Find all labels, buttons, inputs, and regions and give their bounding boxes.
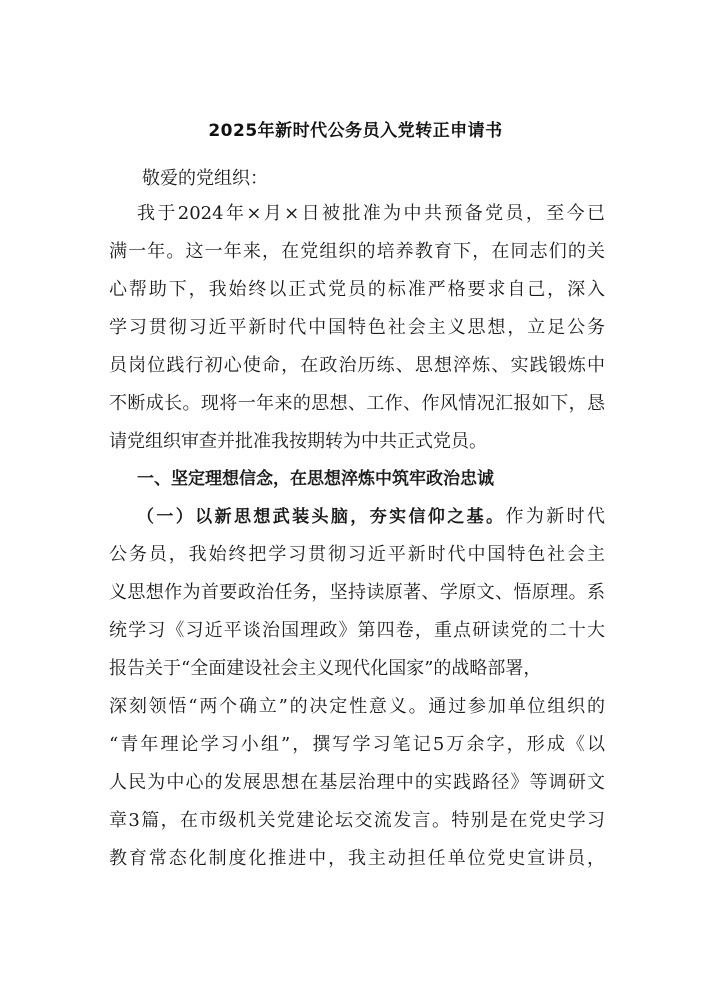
paragraph-line: 人民为中心的发展思想在基层治理中的实践路径》等调研文: [109, 772, 605, 793]
paragraph-line: 公务员，我始终把学习贯彻习近平新时代中国特色社会主: [109, 544, 605, 565]
section-heading: 一、坚定理想信念，在思想淬炼中筑牢政治忠诚: [137, 469, 494, 489]
paragraph-line: 员岗位践行初心使命，在政治历练、思想淬炼、实践锻炼中: [109, 355, 605, 376]
paragraph-line: “青年理论学习小组”，撰写学习笔记5万余字，形成《以: [109, 734, 605, 755]
paragraph-line: 义思想作为首要政治任务，坚持读原著、学原文、悟原理。系: [109, 582, 605, 603]
subsection-heading: （一）以新思想武装头脑，夯实信仰之基。: [137, 507, 506, 527]
paragraph-line: 教育常态化制度化推进中，我主动担任单位党史宣讲员，: [109, 848, 605, 869]
paragraph-line: 不断成长。现将一年来的思想、工作、作风情况汇报如下，恳: [109, 393, 605, 414]
document-title: 2025年新时代公务员入党转正申请书: [208, 121, 503, 141]
greeting: 敬爱的党组织：: [142, 168, 268, 189]
paragraph-line: 章3篇，在市级机关党建论坛交流发言。特别是在党史学习: [109, 810, 605, 831]
subsection-first-line: [137, 504, 605, 530]
paragraph-line: 统学习《习近平谈治国理政》第四卷，重点研读党的二十大: [109, 620, 605, 641]
paragraph-line: 我于2024年×月×日被批准为中共预备党员，至今已: [137, 203, 605, 224]
paragraph-line: 学习贯彻习近平新时代中国特色社会主义思想，立足公务: [109, 317, 605, 338]
paragraph-line: 深刻领悟“两个确立”的决定性意义。通过参加单位组织的: [109, 696, 605, 717]
paragraph-line: 请党组织审查并批准我按期转为中共正式党员。: [109, 431, 487, 452]
paragraph-line: 满一年。这一年来，在党组织的培养教育下，在同志们的关: [109, 241, 605, 262]
subsection-first-tail: 作为新时代: [505, 506, 605, 527]
paragraph-line: 报告关于“全面建设社会主义现代化国家”的战略部署，: [109, 658, 542, 679]
paragraph-line: 心帮助下，我始终以正式党员的标准严格要求自己，深入: [109, 279, 605, 300]
